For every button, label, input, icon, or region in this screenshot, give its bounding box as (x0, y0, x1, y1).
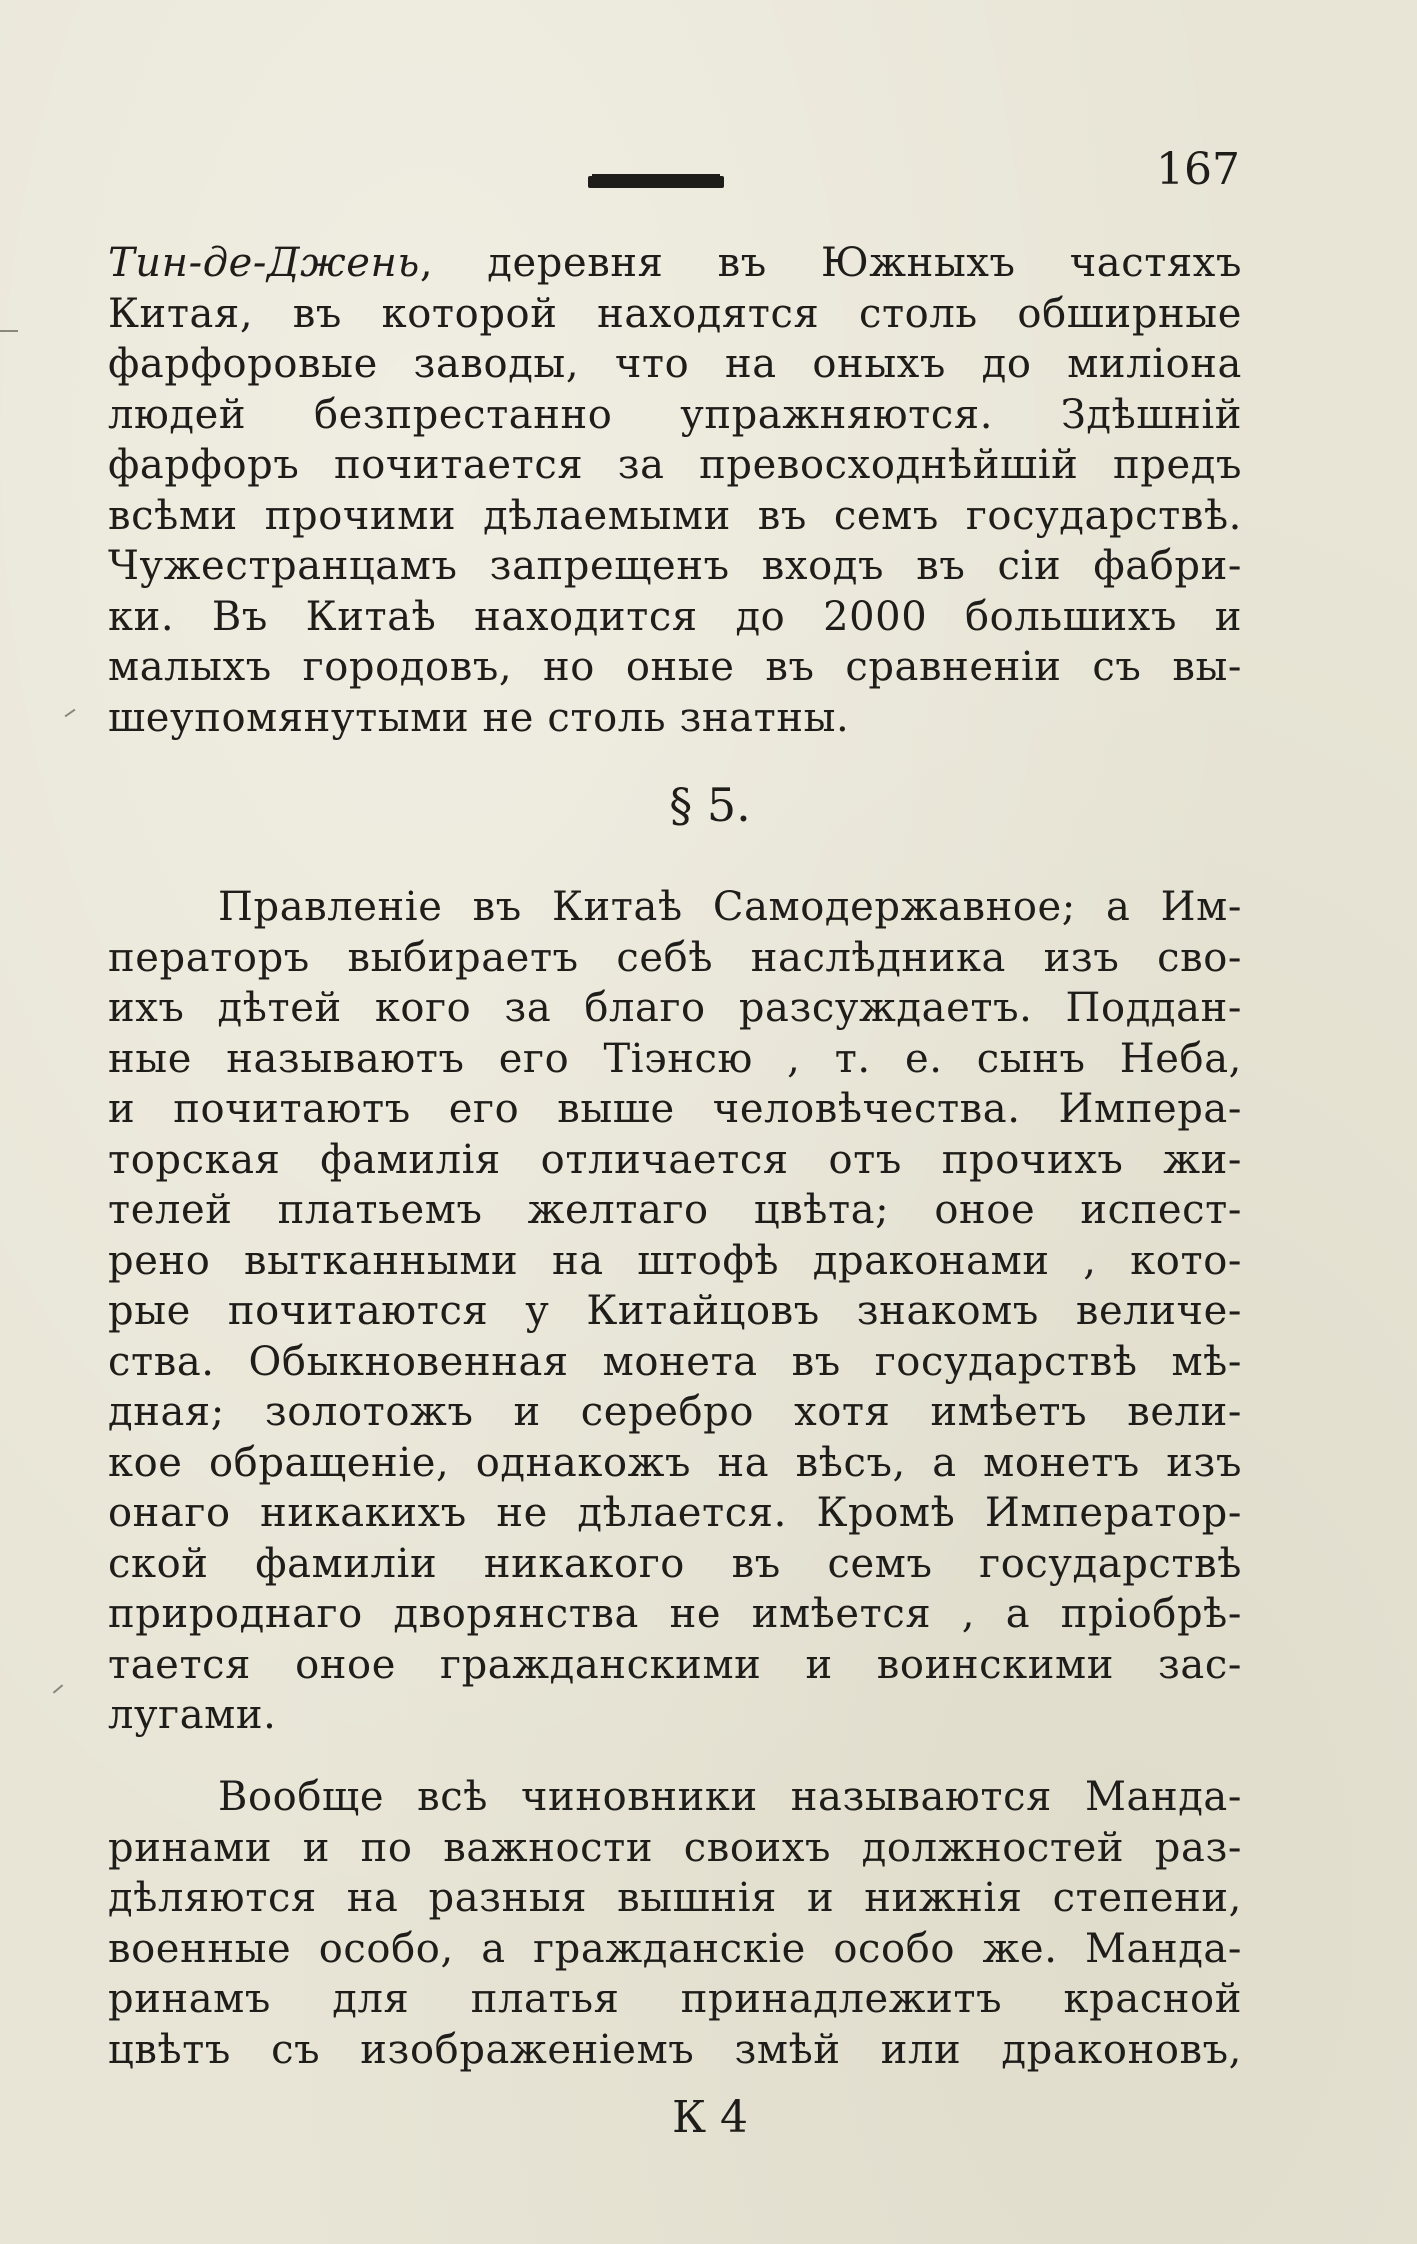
paragraph-2 (108, 882, 1242, 1741)
text-line: лугами. (108, 1692, 277, 1738)
signature-mark: К 4 (671, 2092, 749, 2143)
text-line: ринамъ для платья принадлежитъ красной (108, 1976, 1242, 2022)
text-line: Вообще всѣ чиновники называются Манда- (218, 1774, 1242, 1820)
text-line: ской фамиліи никакого въ семъ государствѣ (108, 1540, 1242, 1587)
text-line: военные особо, а гражданскіе особо же. Манда- (108, 1925, 1242, 1972)
header-rule (588, 176, 724, 188)
italic-lead: Тин-де-Джень (108, 240, 420, 286)
text-line: ства. Обыкновенная монета въ государствѣ мѣ- (108, 1338, 1242, 1385)
text-line (108, 238, 1242, 289)
text-line: природнаго дворянства не имѣется , а пріобрѣ- (108, 1591, 1242, 1637)
page-number: 167 (1156, 144, 1240, 195)
text-line: ки. Въ Китаѣ находится до 2000 большихъ и (108, 593, 1242, 640)
text-line: онаго никакихъ не дѣлается. Кромѣ Император- (108, 1490, 1242, 1536)
text-line: Чужестранцамъ запрещенъ входъ въ сіи фабри- (108, 543, 1242, 589)
text-line: фарфоръ почитается за превосходнѣйшій предъ (108, 442, 1242, 488)
text-line: малыхъ городовъ, но оные въ сравненіи съ вы- (108, 644, 1242, 690)
text-line: рые почитаются у Китайцовъ знакомъ величе- (108, 1288, 1242, 1334)
text-line: и почитаютъ его выше человѣчества. Импера- (108, 1086, 1242, 1132)
margin-mark (0, 330, 18, 332)
text-line: ихъ дѣтей кого за благо разсуждаетъ. Поддан- (108, 985, 1242, 1031)
text-line: Правленіе въ Китаѣ Самодержавное; а Им- (218, 884, 1242, 930)
text-line: шеупомянутыми не столь знатны. (108, 694, 850, 741)
text-line: дѣляются на разныя вышнія и нижнія степени, (108, 1875, 1242, 1921)
paragraph-3 (108, 1772, 1242, 2075)
text-line: Китая, въ которой находятся столь обширные (108, 290, 1242, 337)
text-line: цвѣтъ съ изображеніемъ змѣй или драконовъ, (108, 2026, 1242, 2073)
text-line: ринами и по важности своихъ должностей раз- (108, 1824, 1242, 1871)
text-line: ператоръ выбираетъ себѣ наслѣдника изъ сво- (108, 934, 1242, 981)
text-line-rest: , деревня въ Южныхъ частяхъ (419, 240, 1242, 286)
text-line: всѣми прочими дѣлаемыми въ семъ государствѣ. (108, 492, 1242, 539)
text-line: телей платьемъ желтаго цвѣта; оное испест- (108, 1187, 1242, 1233)
text-line: ные называютъ его Тіэнсю , т. е. сынъ Неба, (108, 1035, 1242, 1082)
margin-mark (65, 709, 76, 718)
text-line: дная; золотожъ и серебро хотя имѣетъ вели- (108, 1389, 1242, 1435)
text-line: торская фамилія отличается отъ прочихъ жи- (108, 1136, 1242, 1183)
paragraph-1 (108, 238, 1242, 743)
margin-mark (53, 1684, 63, 1693)
text-line: людей безпрестанно упражняются. Здѣшній (108, 391, 1242, 438)
text-line: тается оное гражданскими и воинскими зас- (108, 1641, 1242, 1688)
section-heading: § 5. (669, 778, 751, 832)
text-line: фарфоровые заводы, что на оныхъ до миліона (108, 341, 1242, 387)
text-line: рено вытканными на штофѣ драконами , кото- (108, 1237, 1242, 1284)
text-line: кое обращеніе, однакожъ на вѣсъ, а монетъ изъ (108, 1439, 1242, 1486)
